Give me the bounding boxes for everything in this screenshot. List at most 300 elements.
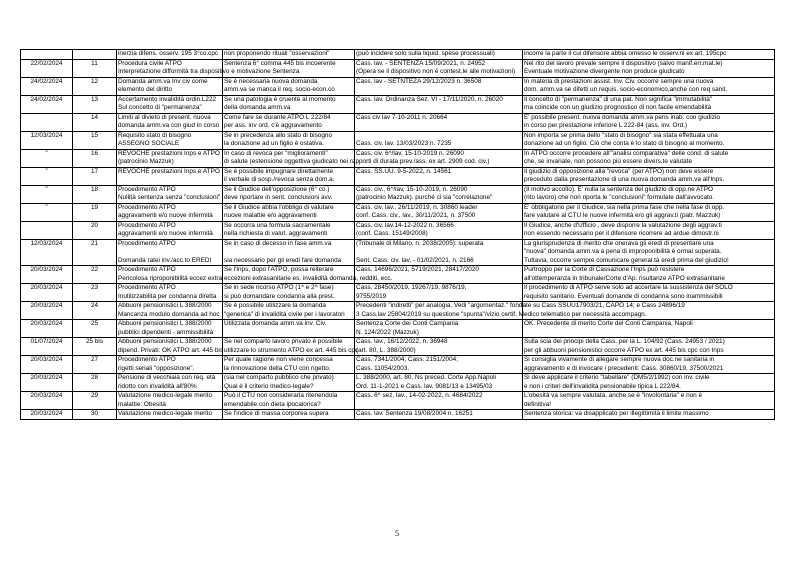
cell-line: Il Giudice, anche d'Ufficio , deve disporre la valutazione degli aggrav.ti — [524, 221, 722, 229]
cell-line — [118, 248, 221, 257]
date-cell — [21, 320, 73, 338]
cell-line: Domanda amm.va Inv civ come — [118, 77, 208, 85]
topic-cell — [117, 392, 223, 410]
question-cell — [223, 284, 355, 302]
cell-value: " — [45, 167, 48, 175]
cell-line — [356, 104, 521, 113]
cell-line: Mancanza modulo domanda ad hoc — [118, 310, 220, 318]
cell-line: dipend. Privati: OK ATPO art. 445 bis — [118, 346, 224, 354]
cell-line: (patrocinio Mazzuk). purché ci sia "correlazione" — [356, 194, 493, 201]
question-cell — [223, 185, 355, 203]
cell-line: (Il motivo accolto). E' nulla la sentenza del giudizio di opp.ne ATPO — [524, 185, 714, 193]
legal-register-sheet — [20, 49, 774, 420]
question-cell — [223, 77, 355, 95]
reference-cell — [355, 221, 523, 239]
topic-cell — [117, 77, 223, 95]
cell-line: domanda amm.va con giud in corso — [118, 122, 220, 129]
cell-line: Eventuale motivazione divergente non produce giudicato — [524, 68, 685, 75]
cell-value: 24/02/2024 — [30, 77, 63, 85]
table-row — [21, 59, 775, 77]
cell-line: Nel rito del lavoro prevale sempre il dispositivo (salvo manif.err.mat.le) — [524, 59, 723, 67]
cell-line: Se in sede ricorso ATPO (1^ e 2^ fase) — [224, 284, 334, 291]
cell-line: In caso di revoca per "miglioramenti" — [224, 149, 328, 157]
cell-value: 22 — [90, 266, 99, 273]
question-cell — [223, 302, 355, 320]
cell-line: Procedimento ATPO — [118, 284, 176, 291]
cell-line: Abbuoni pensionistici L 388/2000 — [118, 302, 212, 309]
cell-line: Procedimento ATPO — [118, 266, 176, 273]
cell-line: il verbale di sosp./revoca senza dom.a. — [224, 176, 335, 183]
number-cell — [73, 221, 117, 239]
cell-line: non essendo necessario per il difensore ricorrere ad ardue dimostr.ni — [524, 230, 719, 237]
reference-cell — [355, 95, 523, 113]
cell-value: 12/03/2024 — [30, 239, 63, 247]
cell-line: (Tribunale di Milano, n. 2038/2005): superata — [356, 239, 484, 247]
cell-line: pubblici dipendenti - ammissibilità — [118, 328, 214, 336]
cell-line: Per quale ragione non viene concessa — [224, 356, 333, 363]
date-cell — [21, 374, 73, 392]
number-cell — [73, 284, 117, 302]
cell-value: 24/02/2024 — [30, 95, 63, 103]
cell-line: Cass. 11054/2003. — [356, 364, 410, 372]
cell-line: rigetti seriali "opposizione". — [118, 364, 195, 372]
cell-line: Cass civ lav 7-10-2011 n. 20664 — [356, 113, 448, 121]
table-row — [21, 167, 775, 185]
cell-line: "nuova" domanda amm.va a pena di improponibilità è ormai superata. — [524, 248, 722, 255]
cell-line: Cass. 6^ sez, lav., 14-02-2022, n. 4684/2022 — [356, 392, 483, 399]
question-cell — [223, 338, 359, 356]
cell-value: 20/03/2024 — [30, 320, 63, 327]
cell-line: Valutazione medico-legale merito — [118, 392, 213, 399]
number-cell — [73, 203, 117, 221]
date-cell — [21, 149, 73, 167]
cell-line: nuove malattie e/o aggravamenti — [224, 212, 317, 219]
date-cell — [21, 131, 73, 149]
number-cell — [73, 131, 117, 149]
question-cell — [223, 320, 355, 338]
cell-value: 24 — [90, 302, 99, 309]
cell-line: (sia nel comparto pubblico che privato) — [224, 374, 334, 381]
cell-line: Se è possibile utilizzare la domanda — [224, 302, 326, 309]
cell-line: REVOCHE prestazioni Inps e ATPO — [118, 167, 220, 175]
cell-value: 16 — [90, 149, 99, 157]
cell-value: 27 — [90, 356, 99, 363]
cell-value: 25 — [90, 320, 99, 327]
cell-line: Cass. civ. lav. 13/03/2023 n. 7235 — [356, 140, 452, 147]
question-cell — [223, 113, 355, 131]
topic-cell — [117, 320, 223, 338]
cell-line: Si deve applicare il criterio "tabellare" (DM5/2/1992) con inv. civile — [524, 374, 710, 381]
cell-line: Cass. lav. - SENTENZA 15/09/2021, n. 24952 — [356, 59, 486, 67]
question-cell — [223, 203, 355, 221]
topic-cell — [117, 284, 223, 302]
topic-cell — [117, 113, 223, 131]
question-cell — [223, 239, 355, 266]
cell-line: Se in caso di decesso in fase amm.va — [224, 239, 332, 247]
cell-value: 11 — [91, 59, 98, 67]
table-row — [21, 95, 775, 113]
cell-line: che, se invariate, non possono più essere divers.te valutate — [524, 158, 693, 165]
cell-value: 13 — [90, 95, 99, 103]
reference-cell — [355, 239, 523, 266]
date-cell — [21, 266, 73, 284]
cell-line: nella richiesta di valut. aggravamenti — [224, 230, 328, 237]
principle-cell — [523, 338, 775, 356]
cell-line: si può domandare condanna alla prest. — [224, 292, 335, 300]
topic-cell — [117, 410, 223, 420]
number-cell — [73, 302, 117, 320]
cell-line: per gli abbuoni pensionistici occorre ATPO ex art. 445 bis cpc con Inps — [524, 346, 724, 354]
cell-value: 21 — [90, 239, 99, 247]
reference-cell — [355, 59, 523, 77]
number-cell — [73, 356, 117, 374]
cell-line: Sent. Cass. civ. lav. - 01/02/2021, n. 2166 — [356, 256, 474, 264]
number-cell — [73, 149, 117, 167]
cell-line: incorre la parte il cui difensore abbia omesso le osserv.ni ex art. 195cpc — [524, 50, 727, 57]
cell-line: Se una patologia è cruente al momento — [224, 95, 336, 103]
principle-cell — [523, 392, 775, 410]
number-cell — [73, 374, 117, 392]
cell-line: Requisito stato di bisogno — [118, 131, 192, 139]
topic-cell — [117, 302, 223, 320]
date-cell — [21, 221, 73, 239]
principle-cell — [523, 266, 775, 284]
topic-cell — [117, 239, 223, 266]
cell-line: Cass. 7341/2004; Cass. 2151/2004; — [356, 356, 458, 363]
cell-value: 15 — [90, 131, 99, 139]
cell-value: " — [45, 203, 48, 211]
table-body — [21, 50, 775, 420]
question-cell — [223, 392, 355, 410]
table-row — [21, 392, 775, 410]
cell-line: aggravamento e di invocare i precedenti: Cass. 30860/19, 37500/2021 — [524, 364, 724, 372]
cell-line: Il giudizio di opposizione alla "revoca" (per ATPO) non deve essere — [524, 167, 714, 175]
cell-line: Sentenza Corte dei Conti Campania — [356, 320, 459, 327]
cell-line — [356, 132, 521, 141]
number-cell — [73, 410, 117, 420]
cell-line: eccezioni extrasanitarie es. invalidità domanda, redditi, ecc. — [224, 274, 393, 282]
principle-cell — [523, 356, 775, 374]
cell-line: ASSEGNO SOCIALE — [118, 140, 180, 147]
topic-cell — [117, 356, 223, 374]
topic-cell — [117, 95, 223, 113]
cell-line: Se è possibile impugnare direttamente — [224, 167, 334, 175]
number-cell — [73, 95, 117, 113]
date-cell — [21, 185, 73, 203]
principle-cell — [523, 410, 775, 420]
cell-line: Cass. lav. Sentenza 19/08/2004 n. 16251 — [356, 410, 473, 417]
cell-line: Interpretazione difformità tra dispositivo e motivazione Sentenza — [118, 68, 300, 75]
cell-line: dom. amm.va se difetti un requis. socio-economico,anche con req sanit. — [524, 86, 728, 93]
reference-cell — [355, 203, 523, 221]
cell-line — [224, 329, 353, 338]
cell-line: Sentenza storica: va disapplicato per illegittimità il limite massimo — [524, 410, 709, 417]
cell-line: di salute (estensione oggettiva giudicato nei rapporti di durata prev./ass. ex art. 2909 cod. civ.) — [224, 158, 490, 165]
cell-value: 18 — [90, 185, 99, 193]
cell-line: "generica" di invalidità civile per i lavoratori — [224, 310, 345, 318]
date-cell — [21, 302, 73, 320]
cell-line: aggravamenti e/o nuove infermità — [118, 212, 213, 219]
cell-line: Precedenti "indiretti" per analogia. Vedi "argomentaz." fondate su Cass SSUU17903/21, CAPO 14; e Cass 24896/19 — [356, 302, 685, 309]
cell-line: Tuttavia, occorre sempre comunicare general.tà eredi prima del giudizio! — [524, 256, 729, 264]
cell-line: e non i criteri dell'invalidità pensionabile tipica L 222/84. — [524, 382, 681, 390]
cell-line: Sul concetto di "permanenza" — [118, 104, 202, 111]
question-cell — [223, 266, 393, 284]
cell-line: Cass. 14696/2021, 5719/2021, 28417/2020 — [356, 266, 479, 273]
reference-cell — [355, 320, 523, 338]
cell-line: E' possibile present. nuova domanda amm.va pens inab. con giudizio — [524, 113, 720, 121]
table-row — [21, 50, 775, 60]
cell-line: per ass. inv ord. c'è aggravamento — [224, 122, 322, 129]
cell-value: 29 — [90, 392, 99, 399]
cell-value: 23 — [90, 284, 99, 291]
reference-cell — [355, 113, 523, 131]
cell-line: Cass. lav. Ordinanza Sez. VI - 17/11/2020, n. 26020 — [356, 95, 503, 103]
reference-cell — [355, 284, 523, 302]
page-number: 5 — [395, 529, 399, 538]
table-row — [21, 221, 775, 239]
cell-line: (Opera se il dispositivo non è contest.le alle motivazioni) — [356, 68, 516, 75]
cell-line: elemento del diritto — [118, 86, 172, 93]
cell-line: REVOCHE prestazioni Inps e ATPO — [118, 149, 220, 157]
cell-line: emendabile con dieta ipocalorica? — [224, 400, 321, 408]
cell-line: N. 124/2022 (Mazzuk) — [356, 328, 419, 336]
cell-line: deve riportare in sent. conclusioni avv. — [224, 194, 333, 201]
table-row — [21, 356, 775, 374]
cell-line: (può incidere solo sulla liquid. spese processuali) — [356, 50, 495, 57]
principle-cell — [523, 95, 775, 113]
number-cell — [73, 77, 117, 95]
date-cell — [21, 284, 73, 302]
cell-line: Se l'Inps, dopo l'ATPO, possa reiterare — [224, 266, 334, 273]
topic-cell — [117, 266, 223, 284]
principle-cell — [523, 59, 775, 77]
cell-line: ma coincide con un giudizio prognostico di non facile emendabilità — [524, 104, 712, 111]
date-cell — [21, 338, 73, 356]
cell-line: Se il Giudice abbia l'obbligo di valutare — [224, 203, 334, 211]
jurisprudence-table — [20, 49, 775, 420]
cell-line: donazione ad un figlio. Ciò che conta è lo stato di bisogno al momento. — [524, 140, 725, 147]
cell-line: L. 388/2000, art. 80. Ns preced. Corte App.Napoli — [356, 374, 496, 381]
number-cell — [73, 239, 117, 266]
table-row — [21, 338, 775, 356]
cell-value: 20/03/2024 — [30, 266, 63, 273]
cell-line: Inutilizzabilità per condanna diretta — [118, 292, 217, 300]
topic-cell — [117, 149, 223, 167]
cell-line: (conf. Cass. 15149/2008) — [356, 230, 428, 237]
cell-value: 20/03/2024 — [30, 410, 63, 417]
cell-value: 20/03/2024 — [30, 284, 63, 291]
cell-line: Limiti al divieto di present. nuova — [118, 113, 211, 121]
cell-value: 20/03/2024 — [30, 302, 63, 309]
cell-line — [356, 248, 521, 257]
cell-line: malattie: Obesità — [118, 400, 166, 408]
date-cell — [21, 203, 73, 221]
reference-cell — [355, 131, 523, 149]
reference-cell — [355, 50, 523, 60]
cell-line: Può il CTU non considerarla ritenendola — [224, 392, 338, 399]
principle-cell — [523, 239, 775, 266]
cell-line: all'ottemperanza in tribunale/Corte d'Ap. risultanze ATPO extrasanitarie — [524, 274, 725, 282]
cell-line: Se occorra una formula sacramentale — [224, 221, 331, 229]
cell-line: Cass. civ., 6^/lav, 15-10-2019, n. 26090 — [356, 185, 468, 193]
question-cell — [223, 167, 355, 185]
cell-line: requisito sanitario. Eventuali domande di condanna sono inammissibili — [524, 292, 723, 300]
cell-line: Abbuoni pensionistici L 388/2000 — [118, 320, 212, 327]
date-cell — [21, 77, 73, 95]
topic-cell — [117, 203, 223, 221]
cell-value: 12 — [90, 77, 99, 85]
principle-cell — [523, 131, 775, 149]
cell-line: (patrocinio Mazzuk) — [118, 158, 174, 165]
table-row — [21, 131, 775, 149]
reference-cell — [355, 302, 685, 320]
cell-line: Se in precedenza allo stato di bisogno — [224, 131, 333, 139]
cell-line: Se è necessaria nuova domanda — [224, 77, 318, 85]
number-cell — [73, 113, 117, 131]
cell-line: in corso per prestazione inferiore L 222-84 (ass. inv. Ord.) — [524, 122, 688, 129]
date-cell — [21, 59, 73, 77]
table-row — [21, 320, 775, 338]
cell-line — [356, 122, 521, 131]
cell-line: Valutazione medico-legale merito — [118, 410, 213, 417]
table-row — [21, 113, 775, 131]
cell-line: In materia di prestazioni assist. Inv. Civ. occorre sempre una nuova — [524, 77, 714, 85]
cell-line: 3 Cass.lav 25804/2019 su questione "spunta"/vizio certif. Medico telematico per necessità accompagn. — [356, 310, 647, 318]
topic-cell — [117, 185, 223, 203]
cell-line — [356, 86, 521, 95]
reference-cell — [355, 374, 523, 392]
reference-cell — [355, 77, 523, 95]
cell-line: Cass. civ. 6^/lav, 15-10-2019 n. 26090 — [356, 149, 464, 157]
cell-value: 12/03/2024 — [30, 131, 63, 139]
number-cell — [73, 392, 117, 410]
date-cell — [21, 392, 73, 410]
topic-cell — [117, 221, 223, 239]
table-row — [21, 374, 775, 392]
cell-line: OK. Precedente di merito Corte dei Conti Campania, Napoli — [524, 320, 693, 327]
cell-line: Procedimento ATPO — [118, 203, 176, 211]
cell-line: Il concetto di "permanenza" di una pat. Non significa "immutabilità" — [524, 95, 713, 103]
cell-line: Procedimento ATPO — [118, 239, 176, 247]
cell-value: " — [45, 149, 48, 157]
topic-cell — [117, 374, 223, 392]
cell-line — [524, 329, 773, 338]
date-cell — [21, 50, 73, 60]
table-row — [21, 410, 775, 420]
topic-cell — [117, 338, 223, 356]
cell-line: E' obbligatorio per il Giudice, sia nella prima fase che nella fase di opp. — [524, 203, 725, 211]
table-row — [21, 239, 775, 266]
date-cell — [21, 167, 73, 185]
number-cell — [73, 338, 117, 356]
cell-line: definitiva! — [524, 400, 551, 408]
cell-line: Pericolosa riproponibilità eccez extra — [118, 274, 223, 282]
cell-value: 28 — [90, 374, 99, 381]
number-cell — [73, 185, 117, 203]
table-row — [21, 77, 775, 95]
question-cell — [223, 356, 355, 374]
reference-cell — [355, 356, 523, 374]
cell-line: Cass. SS.UU. 9-5-2022, n. 14561 — [356, 167, 452, 175]
principle-cell — [523, 320, 775, 338]
principle-cell — [523, 284, 775, 302]
cell-line: La giurisprudenza di merito che onerava gli eredi di presentare una — [524, 239, 714, 247]
number-cell — [73, 320, 117, 338]
cell-line: Procedimento ATPO — [118, 221, 176, 229]
cell-value: 25 bis — [85, 338, 104, 345]
cell-line: la rinnovazione della CTU con rigetto. — [224, 364, 331, 372]
cell-line: Non importa se prima dello "stato di bisogno" sia stata effettuata una — [524, 131, 718, 139]
cell-line: Procedimento ATPO — [118, 356, 176, 363]
cell-line: inerzia difens. osserv. 195 3°co.cpc — [118, 50, 219, 57]
cell-line: sia necessario per gli eredi fare domanda — [224, 256, 342, 264]
cell-line: Se il Giudice dell'opposizione (6° co.) — [224, 185, 330, 193]
cell-line: Qual è il criterio medico-legale? — [224, 382, 314, 390]
cell-value: 22/02/2024 — [30, 59, 63, 67]
cell-line: Utilizzata domanda amm.va inv. Civ. — [224, 320, 327, 327]
cell-line: Pensione di vecchiaia con req. età — [118, 374, 216, 381]
table-row — [21, 266, 775, 284]
date-cell — [21, 356, 73, 374]
cell-line: Si consiglia vivamente di allegare sempre nuova doc.ne sanitaria in — [524, 356, 715, 363]
cell-line: (art. 80, L. 388/2000) — [356, 346, 416, 354]
cell-line — [356, 176, 521, 185]
cell-line: L'obesità va sempre valutata, anche se è "involontaria" e non è — [524, 392, 703, 399]
cell-line: fare valutare al CTU le nuove infermità e/o gli aggrav.ti (patr. Mazzuk) — [524, 212, 721, 219]
cell-line: aggravamenti e/o nuove infermità — [118, 230, 213, 237]
cell-line: Accertamento invalidità ordin.L222 — [118, 95, 217, 103]
table-row — [21, 203, 775, 221]
number-cell — [73, 50, 117, 60]
principle-cell — [523, 203, 775, 221]
cell-line: Procedura civile ATPO — [118, 59, 182, 67]
cell-line: Come fare se durante ATPO L 222/84 — [224, 113, 331, 121]
date-cell — [21, 410, 73, 420]
principle-cell — [523, 167, 775, 185]
cell-value: 20/03/2024 — [30, 356, 63, 363]
cell-line: Cass. lav., 16/12/2022, n. 36948 — [356, 338, 448, 345]
reference-cell — [355, 392, 523, 410]
table-row — [21, 185, 775, 203]
cell-line: Se nel comparto lavoro privato è possibile — [224, 338, 343, 345]
cell-line: preceduto dalla presentazione di una nuova domanda amm.va all'Inps. — [524, 176, 725, 183]
principle-cell — [523, 221, 775, 239]
cell-line: Cass. civ. lav., 26/11/2019, n. 30860 leader — [356, 203, 478, 211]
cell-line: Abbuoni pensionistici L 388/2000 — [118, 338, 212, 345]
cell-line — [118, 176, 221, 185]
cell-value: 20 — [90, 221, 99, 229]
cell-line: Nullità sentenza senza "conclusioni" — [118, 194, 221, 201]
date-cell — [21, 95, 73, 113]
cell-line: conf. Cass. civ., lav., 30/11/2021, n. 37500 — [356, 212, 476, 219]
reference-cell — [355, 338, 523, 356]
cell-line: Sulla scia dei principi della Cass. per la L. 104/92 (Cass. 24953 / 2021) — [524, 338, 725, 345]
number-cell — [73, 266, 117, 284]
question-cell — [223, 131, 355, 149]
cell-line: Cass. 28450/2019, 19267/19, 9876/19, — [356, 284, 467, 291]
cell-line — [356, 401, 521, 410]
cell-line: utilizzare lo strumento ATPO ex art. 445 bis cpc — [224, 346, 359, 354]
cell-line: ridotto con invalidità all'80% — [118, 382, 197, 390]
cell-line: la donazione ad un figlio è ostativa. — [224, 140, 324, 147]
cell-line: Se l'indice di massa corporea supera — [224, 410, 329, 417]
cell-value: 20/03/2024 — [30, 374, 63, 381]
cell-line: Purtroppo per la Corte di Cassazione l'Inps può resistere — [524, 266, 685, 273]
cell-value: 19 — [90, 203, 99, 211]
question-cell — [223, 50, 355, 60]
principle-cell — [523, 113, 775, 131]
